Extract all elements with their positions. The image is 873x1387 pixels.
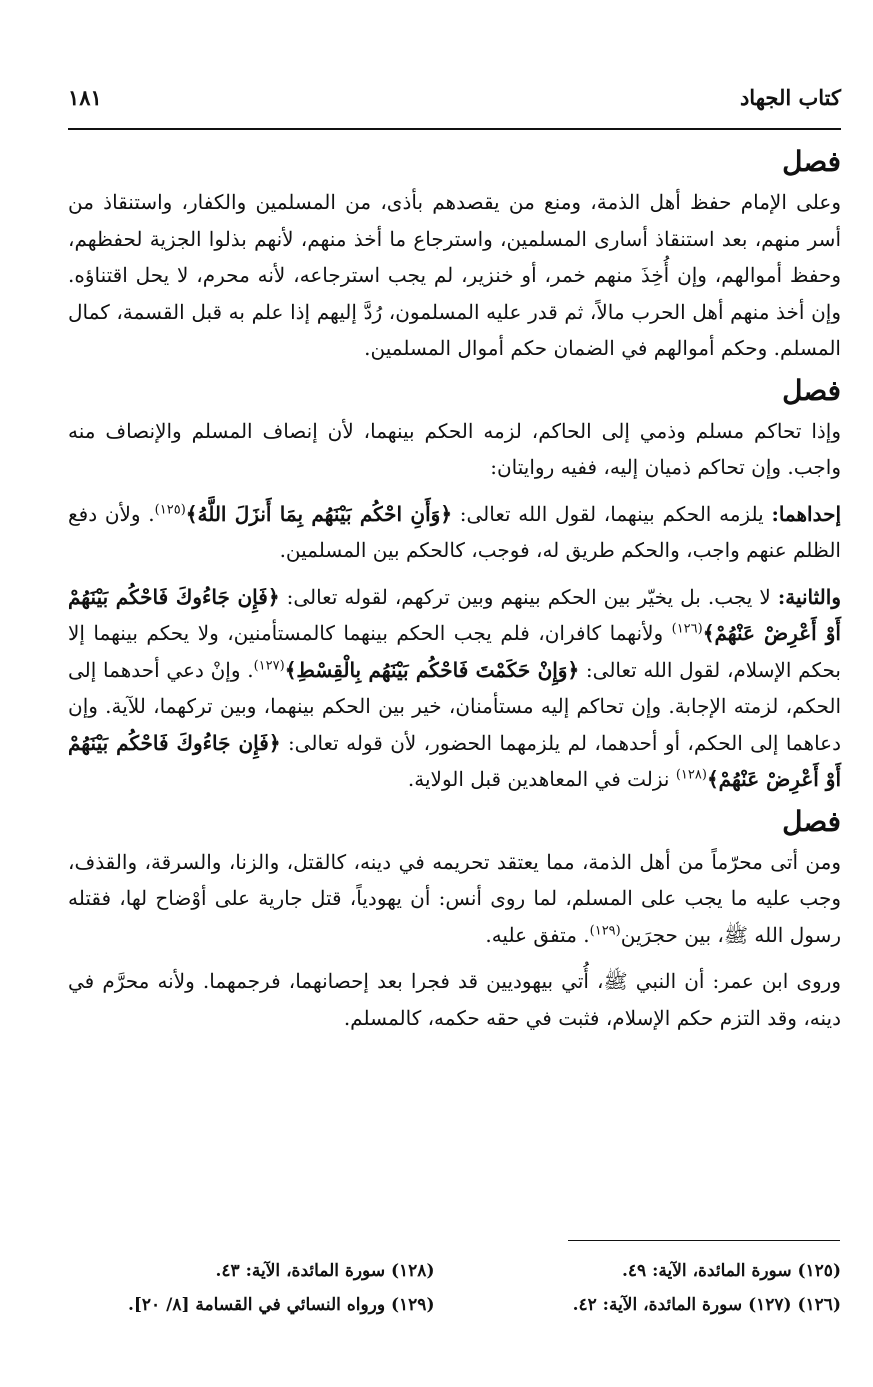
text-run: ولأنهما كافران، فلم يجب الحكم بينهما كالمستأمنين، ولا يحكم بينهما إلا بحكم الإسلام، لقول الله تعالى:	[68, 621, 841, 682]
text-run: . ولأن دفع الظلم عنهم واجب، والحكم طريق له، فوجب، كالحكم بين المسلمين.	[68, 501, 841, 562]
section-heading: فصل	[782, 804, 841, 838]
footnote-125: (١٢٥) سورة المائدة، الآية: ٤٩.	[622, 1261, 841, 1281]
footnote-ref[interactable]: (١٢٥)	[154, 501, 186, 517]
text-run: نزلت في المعاهدين قبل الولاية.	[407, 767, 676, 791]
running-header	[68, 80, 841, 114]
quran-verse: ﴿وَإِنْ حَكَمْتَ فَاحْكُم بَيْنَهُم بِالْقِسْطِ﴾	[284, 657, 580, 682]
quran-verse: ﴿فَإِن جَاءُوكَ فَاحْكُم بَيْنَهُمْ أَوْ أَعْرِضْ عَنْهُمْ﴾	[68, 584, 841, 645]
chapter-title: كتاب الجهاد	[739, 84, 841, 110]
footnotes	[68, 1254, 841, 1322]
paragraph: وروى ابن عمر: أن النبي ﷺ، أُتي بيهوديين قد فجرا بعد إحصانهما، فرجمهما. ولأنه محرَّم في دينه، وقد التزم حكم الإسلام، فثبت في حقه حكمه، كالمسلم.	[68, 969, 841, 1030]
paragraph: وإذا تحاكم مسلم وذمي إلى الحاكم، لزمه الحكم بينهما، لأن إنصاف المسلم والإنصاف منه واجب. وإن تحاكم ذميان إليه، ففيه روايتان:	[68, 418, 841, 479]
quran-verse: ﴿وَأَنِ احْكُم بَيْنَهُم بِمَا أَنزَلَ اللَّهُ﴾	[185, 501, 453, 526]
narration-label: إحداهما:	[771, 501, 842, 526]
section-heading: فصل	[782, 373, 841, 407]
text-run: يلزمه الحكم بينهما، لقول الله تعالى:	[452, 501, 772, 526]
footnote-128: (١٢٨) سورة المائدة، الآية: ٤٣.	[215, 1261, 435, 1281]
footnote-ref[interactable]: (١٢٨)	[675, 767, 707, 783]
footnote-rule	[568, 1240, 840, 1241]
page-number: ١٨١	[68, 84, 102, 110]
footnote-129: (١٢٩) ورواه النسائي في القسامة [٨/ ٢٠].	[127, 1295, 435, 1315]
footnote-ref[interactable]: (١٢٧)	[253, 657, 285, 673]
text-run: . متفق عليه.	[485, 922, 590, 947]
paragraph: وعلى الإمام حفظ أهل الذمة، ومنع من يقصدهم بأذى، من المسلمين والكفار، واستنقاذ من أسر منهم، بعد استنقاذ أسارى المسلمين، واسترجاع ما أخذ منهم، لأنهم بذلوا الجزية لحفظهم، وحفظ أموالهم، وإن أُخِذَ منهم خمر، أو خنزير، لم يجب استرجاعه، لأنه محرم، لا يحل اقتناؤه. وإن أخذ منهم أهل الحرب مالاً، ثم قدر عليه المسلمون، رُدَّ إليهم إذا علم به قبل القسمة، كمال المسلم. وحكم أموالهم في الضمان حكم أموال المسلمين.	[68, 190, 841, 360]
footnote-ref[interactable]: (١٢٦)	[671, 621, 703, 637]
paragraph	[68, 844, 841, 954]
footnote-ref[interactable]: (١٢٩)	[589, 922, 621, 938]
paragraph-second-narration	[68, 579, 841, 798]
text-run: لا يجب. بل يخيّر بين الحكم بينهم وبين تركهم، لقوله تعالى:	[279, 584, 778, 609]
text-run: ومن أتى محرّماً من أهل الذمة، مما يعتقد تحريمه في دينه، كالقتل، والزنا، والسرقة، والقذف، وجب عليه ما يجب على المسلم، لما روى أنس: أن يهودياً، قتل جارية على أوْضاح لها، فقتله رسول الله ﷺ، بين حجرَين	[68, 849, 841, 947]
narration-label: والثانية:	[777, 584, 841, 609]
header-rule	[68, 128, 841, 130]
footnote-126-127: (١٢٦) (١٢٧) سورة المائدة، الآية: ٤٢.	[572, 1295, 841, 1315]
text-run: . وإنْ دعي أحدهما إلى الحكم، لزمته الإجابة. وإن تحاكم إليه مستأمنان، خير بين الحكم بينهما، وبين تركهما، للآية. وإن دعاهما إلى الحكم، أو أحدهما، لم يلزمهما الحضور، لأن قوله تعالى:	[68, 657, 841, 755]
main-text	[68, 138, 841, 1036]
paragraph-first-narration	[68, 496, 841, 569]
quran-verse: ﴿فَإِن جَاءُوكَ فَاحْكُم بَيْنَهُمْ أَوْ أَعْرِضْ عَنْهُمْ﴾	[68, 730, 841, 791]
section-heading: فصل	[782, 145, 841, 178]
